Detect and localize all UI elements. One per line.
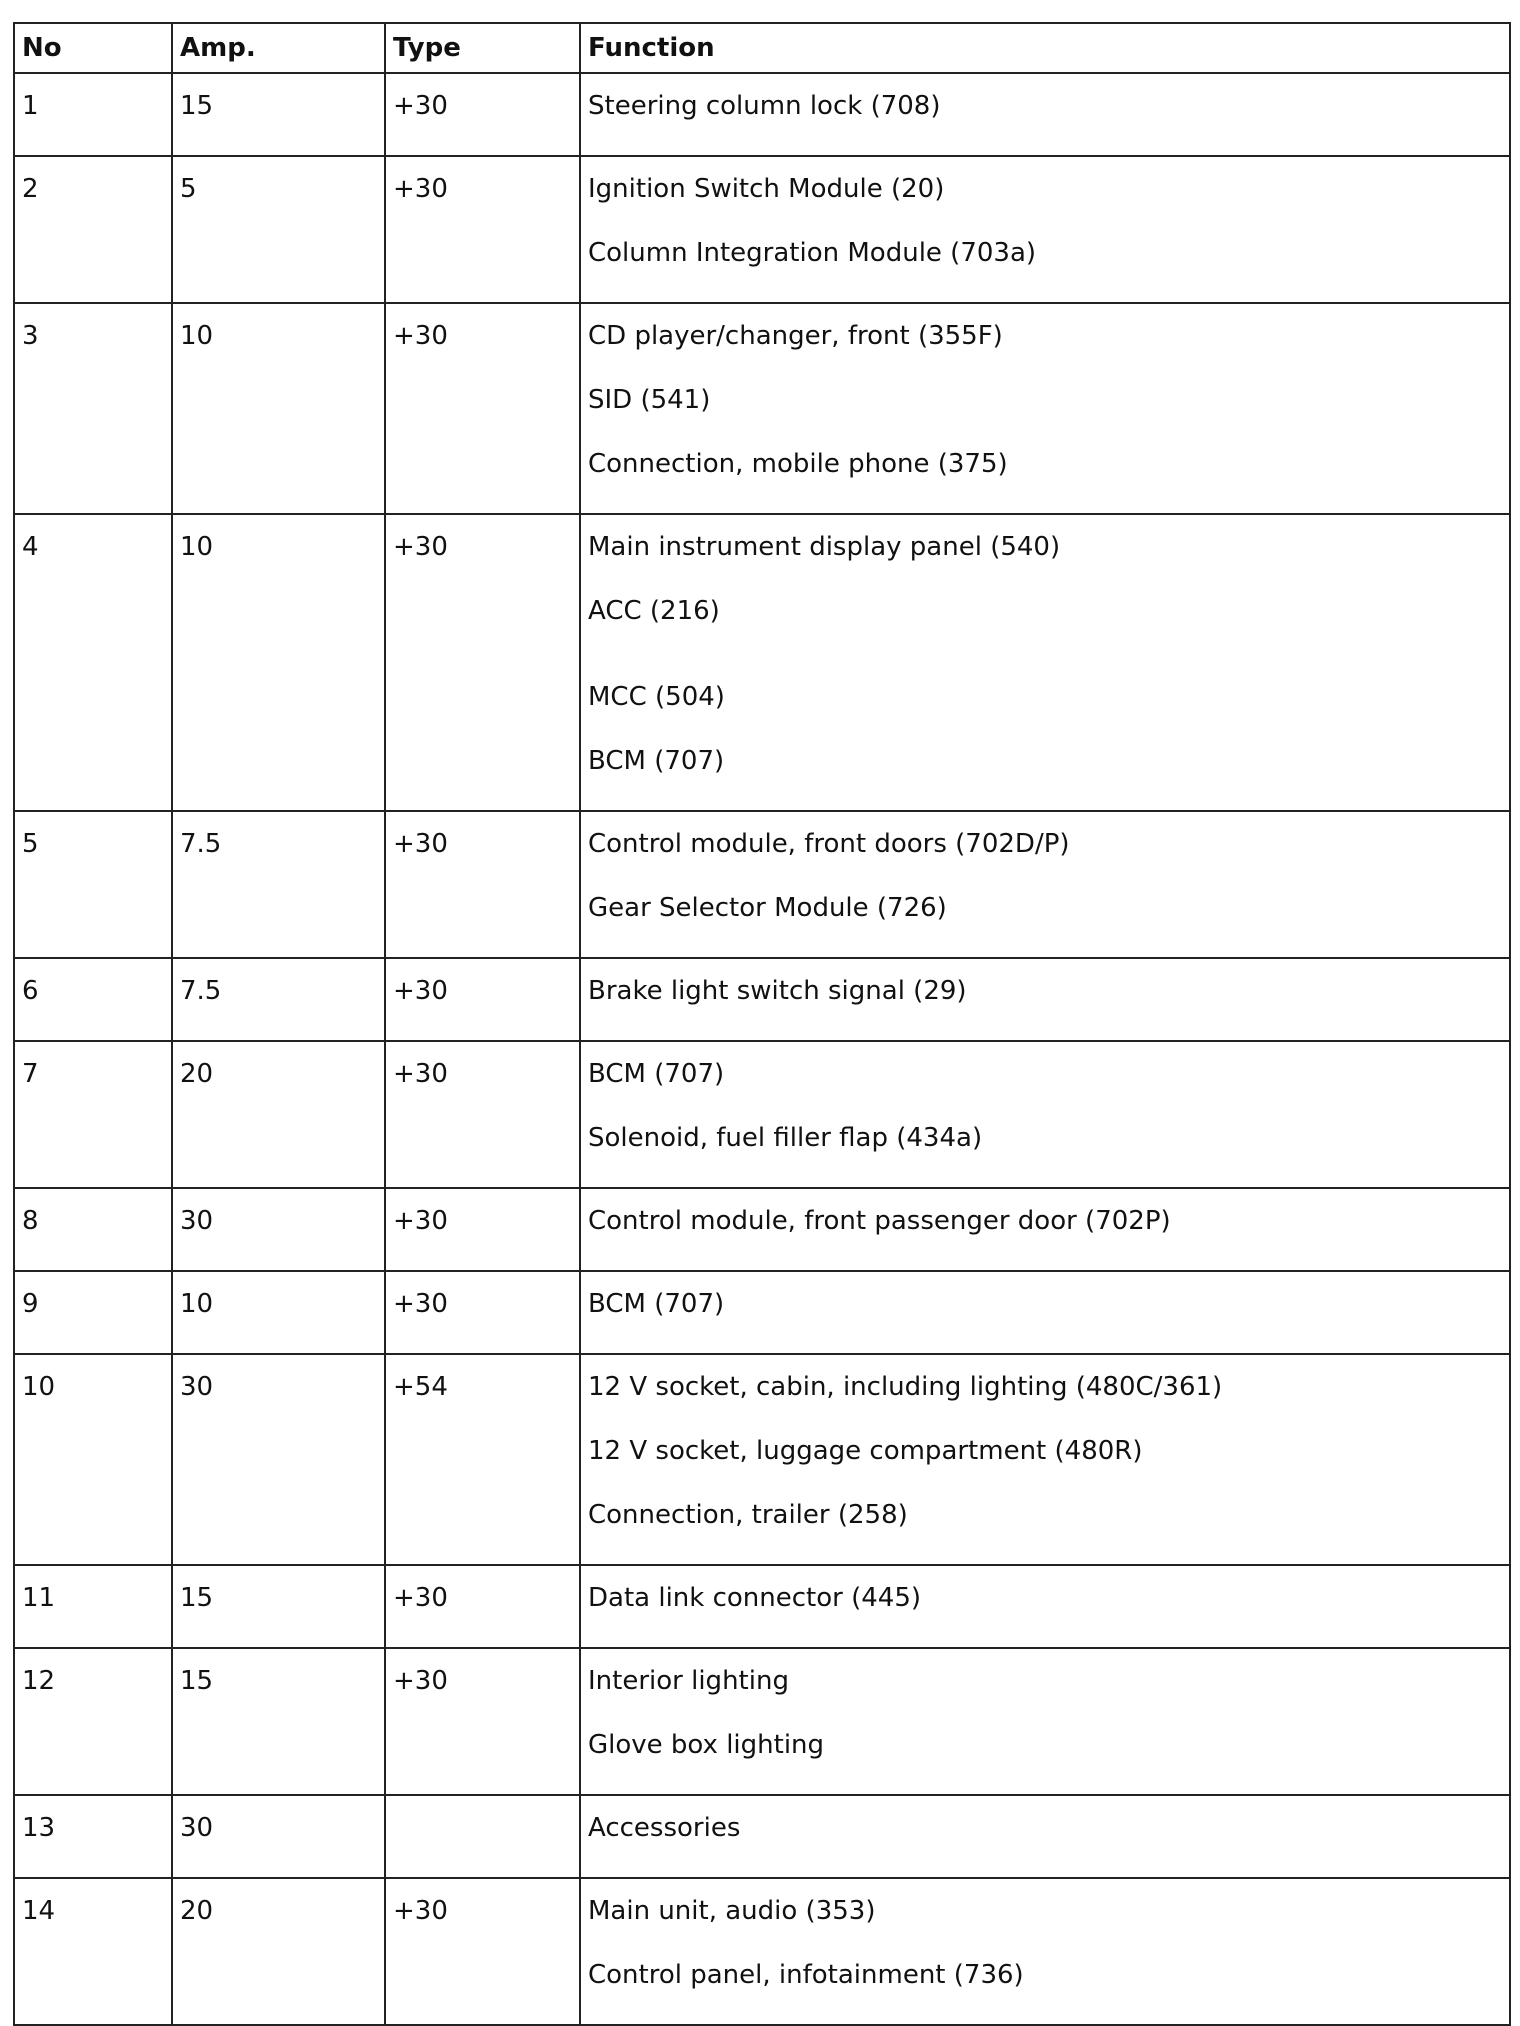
- fuse-number-cell: [14, 1041, 172, 1188]
- fuse-number-cell: [14, 1565, 172, 1648]
- header-function: Function: [580, 23, 1510, 73]
- table-row: [14, 514, 1510, 811]
- table-row: [14, 1188, 1510, 1271]
- fuse-amperage-text: 15: [180, 1583, 214, 1613]
- fuse-number-text: 8: [22, 1206, 39, 1236]
- fuse-function-cell: [580, 1354, 1510, 1565]
- function-line: Connection, trailer (258): [588, 1500, 908, 1530]
- fuse-function-cell: [580, 1271, 1510, 1354]
- function-line: Control module, front passenger door (702P): [588, 1206, 1171, 1236]
- function-line: BCM (707): [588, 1289, 725, 1319]
- function-line: SID (541): [588, 385, 711, 415]
- fuse-amperage-cell: [172, 1271, 385, 1354]
- fuse-number-cell: [14, 1188, 172, 1271]
- fuse-number-cell: [14, 1878, 172, 2025]
- fuse-type-text: +30: [393, 1289, 448, 1319]
- fuse-amperage-cell: [172, 1648, 385, 1795]
- fuse-function-cell: [580, 514, 1510, 811]
- function-line: Brake light switch signal (29): [588, 976, 967, 1006]
- fuse-function-cell: [580, 1795, 1510, 1878]
- fuse-type-text: +30: [393, 91, 448, 121]
- function-line: Solenoid, fuel filler flap (434a): [588, 1123, 983, 1153]
- table-row: [14, 811, 1510, 958]
- table-row: [14, 1648, 1510, 1795]
- fuse-table-body: [14, 73, 1510, 2025]
- fuse-function-cell: [580, 811, 1510, 958]
- fuse-number-text: 5: [22, 829, 39, 859]
- table-row: [14, 156, 1510, 303]
- function-line: CD player/changer, front (355F): [588, 321, 1003, 351]
- fuse-amperage-cell: [172, 1188, 385, 1271]
- function-line: Accessories: [588, 1813, 741, 1843]
- function-line: Data link connector (445): [588, 1583, 922, 1613]
- fuse-amperage-text: 20: [180, 1896, 214, 1926]
- fuse-type-text: +54: [393, 1372, 448, 1402]
- fuse-amperage-text: 5: [180, 174, 197, 204]
- table-row: [14, 1565, 1510, 1648]
- fuse-type-text: +30: [393, 1666, 448, 1696]
- fuse-number-cell: [14, 303, 172, 514]
- fuse-number-text: 7: [22, 1059, 39, 1089]
- function-line: Column Integration Module (703a): [588, 238, 1037, 268]
- fuse-number-cell: [14, 156, 172, 303]
- fuse-type-text: +30: [393, 1583, 448, 1613]
- fuse-amperage-text: 10: [180, 532, 214, 562]
- fuse-amperage-text: 15: [180, 1666, 214, 1696]
- fuse-amperage-cell: [172, 73, 385, 156]
- fuse-type-cell: [385, 811, 580, 958]
- fuse-amperage-cell: [172, 1565, 385, 1648]
- function-line: BCM (707): [588, 746, 725, 776]
- function-line: Control module, front doors (702D/P): [588, 829, 1070, 859]
- function-line: MCC (504): [588, 682, 725, 712]
- fuse-amperage-cell: [172, 156, 385, 303]
- fuse-number-cell: [14, 514, 172, 811]
- fuse-number-text: 2: [22, 174, 39, 204]
- fuse-amperage-text: 15: [180, 91, 214, 121]
- table-row: [14, 1795, 1510, 1878]
- fuse-type-text: [393, 1796, 579, 1860]
- fuse-number-cell: [14, 958, 172, 1041]
- fuse-type-cell: [385, 1795, 580, 1878]
- fuse-amperage-text: 20: [180, 1059, 214, 1089]
- fuse-type-cell: [385, 958, 580, 1041]
- fuse-amperage-cell: [172, 1041, 385, 1188]
- fuse-amperage-cell: [172, 1878, 385, 2025]
- fuse-type-text: +30: [393, 532, 448, 562]
- fuse-type-text: +30: [393, 1896, 448, 1926]
- function-line: Ignition Switch Module (20): [588, 174, 945, 204]
- table-row: [14, 303, 1510, 514]
- fuse-number-cell: [14, 1795, 172, 1878]
- function-line: Control panel, infotainment (736): [588, 1960, 1024, 1990]
- fuse-number-text: 10: [22, 1372, 56, 1402]
- fuse-number-cell: [14, 73, 172, 156]
- fuse-type-text: +30: [393, 321, 448, 351]
- fuse-number-text: 13: [22, 1813, 56, 1843]
- fuse-type-cell: [385, 1188, 580, 1271]
- fuse-type-cell: [385, 156, 580, 303]
- fuse-function-cell: [580, 1648, 1510, 1795]
- fuse-amperage-cell: [172, 958, 385, 1041]
- fuse-number-text: 4: [22, 532, 39, 562]
- function-line: 12 V socket, luggage compartment (480R): [588, 1436, 1143, 1466]
- fuse-amperage-text: 10: [180, 1289, 214, 1319]
- fuse-table-page: [13, 22, 1509, 2026]
- fuse-type-cell: [385, 1041, 580, 1188]
- fuse-amperage-cell: [172, 811, 385, 958]
- fuse-number-text: 11: [22, 1583, 56, 1613]
- function-line: BCM (707): [588, 1059, 725, 1089]
- fuse-number-text: 6: [22, 976, 39, 1006]
- fuse-type-cell: [385, 73, 580, 156]
- fuse-function-cell: [580, 303, 1510, 514]
- fuse-type-text: +30: [393, 1059, 448, 1089]
- fuse-number-cell: [14, 1271, 172, 1354]
- fuse-amperage-cell: [172, 303, 385, 514]
- fuse-amperage-cell: [172, 1354, 385, 1565]
- table-row: [14, 73, 1510, 156]
- fuse-function-cell: [580, 73, 1510, 156]
- function-line: Steering column lock (708): [588, 91, 941, 121]
- fuse-number-text: 14: [22, 1896, 56, 1926]
- header-no: No: [14, 23, 172, 73]
- fuse-type-text: +30: [393, 976, 448, 1006]
- fuse-function-cell: [580, 1041, 1510, 1188]
- header-type: Type: [385, 23, 580, 73]
- fuse-amperage-cell: [172, 514, 385, 811]
- fuse-number-text: 12: [22, 1666, 56, 1696]
- table-row: [14, 1878, 1510, 2025]
- fuse-type-cell: [385, 1648, 580, 1795]
- fuse-amperage-text: 7.5: [180, 976, 222, 1006]
- fuse-amperage-text: 30: [180, 1372, 214, 1402]
- table-header-row: [14, 23, 1510, 73]
- fuse-amperage-text: 7.5: [180, 829, 222, 859]
- fuse-amperage-text: 30: [180, 1206, 214, 1236]
- fuse-function-cell: [580, 958, 1510, 1041]
- table-row: [14, 1271, 1510, 1354]
- fuse-amperage-text: 30: [180, 1813, 214, 1843]
- fuse-amperage-text: 10: [180, 321, 214, 351]
- fuse-function-cell: [580, 156, 1510, 303]
- function-line: Connection, mobile phone (375): [588, 449, 1008, 479]
- fuse-type-cell: [385, 1565, 580, 1648]
- function-line: Gear Selector Module (726): [588, 893, 947, 923]
- function-line: Main unit, audio (353): [588, 1896, 876, 1926]
- fuse-number-text: 9: [22, 1289, 39, 1319]
- fuse-amperage-cell: [172, 1795, 385, 1878]
- function-line: Glove box lighting: [588, 1730, 825, 1760]
- fuse-number-cell: [14, 1648, 172, 1795]
- table-row: [14, 958, 1510, 1041]
- fuse-function-cell: [580, 1565, 1510, 1648]
- fuse-type-text: +30: [393, 174, 448, 204]
- table-row: [14, 1041, 1510, 1188]
- fuse-type-text: +30: [393, 1206, 448, 1236]
- fuse-function-cell: [580, 1878, 1510, 2025]
- fuse-number-text: 3: [22, 321, 39, 351]
- fuse-function-cell: [580, 1188, 1510, 1271]
- fuse-type-cell: [385, 1878, 580, 2025]
- fuse-number-cell: [14, 1354, 172, 1565]
- fuse-number-cell: [14, 811, 172, 958]
- fuse-type-cell: [385, 303, 580, 514]
- table-row: [14, 1354, 1510, 1565]
- header-amp: Amp.: [172, 23, 385, 73]
- fuse-table: [13, 22, 1511, 2026]
- function-line: 12 V socket, cabin, including lighting (480C/361): [588, 1372, 1223, 1402]
- function-line: ACC (216): [588, 596, 720, 626]
- fuse-type-cell: [385, 1271, 580, 1354]
- fuse-number-text: 1: [22, 91, 39, 121]
- fuse-type-cell: [385, 514, 580, 811]
- fuse-type-text: +30: [393, 829, 448, 859]
- function-line: Main instrument display panel (540): [588, 532, 1061, 562]
- fuse-type-cell: [385, 1354, 580, 1565]
- function-line: Interior lighting: [588, 1666, 789, 1696]
